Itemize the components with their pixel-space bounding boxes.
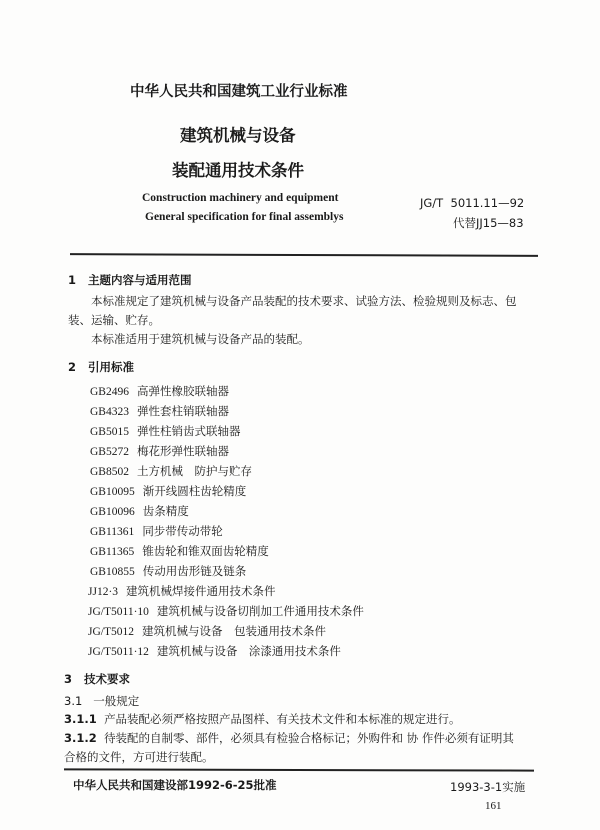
- reference-title: 弹性套柱销联轴器: [136, 404, 229, 418]
- reference-title: 齿条精度: [142, 504, 189, 518]
- reference-item: [90, 564, 246, 579]
- english-title-line1: Construction machinery and equipment: [142, 192, 339, 204]
- reference-title: 传动用齿形链及链条: [142, 564, 247, 578]
- section-1-para2: 本标准适用于建筑机械与设备产品的装配。: [91, 332, 310, 346]
- approval-note: 中华人民共和国建设部1992-6-25批准: [73, 778, 277, 792]
- section-1-heading: 1 主题内容与适用范围: [68, 273, 192, 287]
- reference-code: GB11365: [90, 546, 135, 558]
- reference-title: 梅花形弹性联轴器: [136, 444, 229, 458]
- reference-title: 锥齿轮和锥双面齿轮精度: [142, 544, 269, 558]
- reference-title: 建筑机械与设备切削加工件通用技术条件: [156, 604, 364, 618]
- clause-number: 3.1.1: [64, 712, 97, 726]
- reference-code: JG/T5012: [88, 626, 134, 638]
- reference-title: 同步带传动带轮: [142, 524, 223, 538]
- section-3-heading: 3 技术要求: [64, 672, 131, 686]
- reference-item: [90, 384, 229, 399]
- standard-number: JG/T 5011.11—92: [420, 196, 525, 210]
- english-title-line2: General specification for final assemblys: [145, 211, 344, 223]
- reference-code: GB2496: [90, 386, 129, 398]
- section-3-1-heading: 3.1 一般规定: [64, 694, 140, 708]
- replaces-standard: 代替JJ15—83: [453, 216, 524, 230]
- reference-code: JG/T5011·10: [88, 606, 149, 618]
- reference-title: 土方机械 防护与贮存: [136, 464, 252, 478]
- reference-code: GB5015: [90, 426, 129, 438]
- reference-code: JG/T5011·12: [88, 646, 149, 658]
- reference-item: [90, 464, 252, 479]
- clause-text: 待装配的自制零、部件，必须具有检验合格标记；外购件和 协 作件必须有证明其: [104, 731, 514, 745]
- reference-item: [90, 444, 229, 459]
- clause-3-1-2: [64, 731, 514, 745]
- clause-text: 产品装配必须严格按照产品图样、有关技术文件和本标准的规定进行。: [104, 712, 461, 726]
- reference-item: [90, 424, 240, 439]
- clause-3-1-1: [64, 712, 461, 726]
- reference-title: 建筑机械与设备 涂漆通用技术条件: [156, 644, 341, 658]
- reference-item: [90, 524, 223, 539]
- page-number: 161: [485, 800, 502, 812]
- reference-code: GB4323: [90, 406, 129, 418]
- reference-title: 渐开线圆柱齿轮精度: [142, 484, 247, 498]
- section-1-para1-line2: 装、运输、贮存。: [68, 313, 160, 327]
- reference-title: 建筑机械与设备 包装通用技术条件: [142, 624, 326, 638]
- reference-title: 弹性柱销齿式联轴器: [136, 424, 241, 438]
- clause-3-1-2-continued: 合格的文件，方可进行装配。: [64, 750, 214, 764]
- reference-code: GB10855: [90, 566, 135, 578]
- section-1-para1-line1: 本标准规定了建筑机械与设备产品装配的技术要求、试验方法、检验规则及标志、包: [91, 294, 517, 308]
- reference-code: GB5272: [90, 446, 129, 458]
- reference-code: GB10096: [90, 506, 135, 518]
- issuer-heading: 中华人民共和国建筑工业行业标准: [130, 84, 348, 100]
- reference-item: [88, 584, 276, 599]
- reference-code: JJ12·3: [88, 586, 119, 598]
- reference-code: GB10095: [90, 486, 135, 498]
- reference-title: 高弹性橡胶联轴器: [136, 384, 229, 398]
- reference-item: [88, 624, 326, 639]
- document-title-line2: 装配通用技术条件: [172, 161, 304, 180]
- reference-title: 建筑机械焊接件通用技术条件: [126, 584, 276, 598]
- reference-item: [88, 644, 341, 659]
- top-rule: [70, 253, 538, 257]
- document-title-line1: 建筑机械与设备: [180, 126, 296, 145]
- bottom-rule: [64, 768, 534, 771]
- reference-item: [90, 484, 246, 499]
- effective-date: 1993-3-1实施: [450, 780, 526, 794]
- reference-item: [90, 504, 189, 519]
- reference-item: [90, 544, 269, 559]
- section-2-heading: 2 引用标准: [68, 360, 135, 374]
- reference-item: [90, 404, 229, 419]
- reference-code: GB8502: [90, 466, 129, 478]
- reference-item: [88, 604, 364, 619]
- reference-code: GB11361: [90, 526, 135, 538]
- clause-number: 3.1.2: [64, 731, 97, 745]
